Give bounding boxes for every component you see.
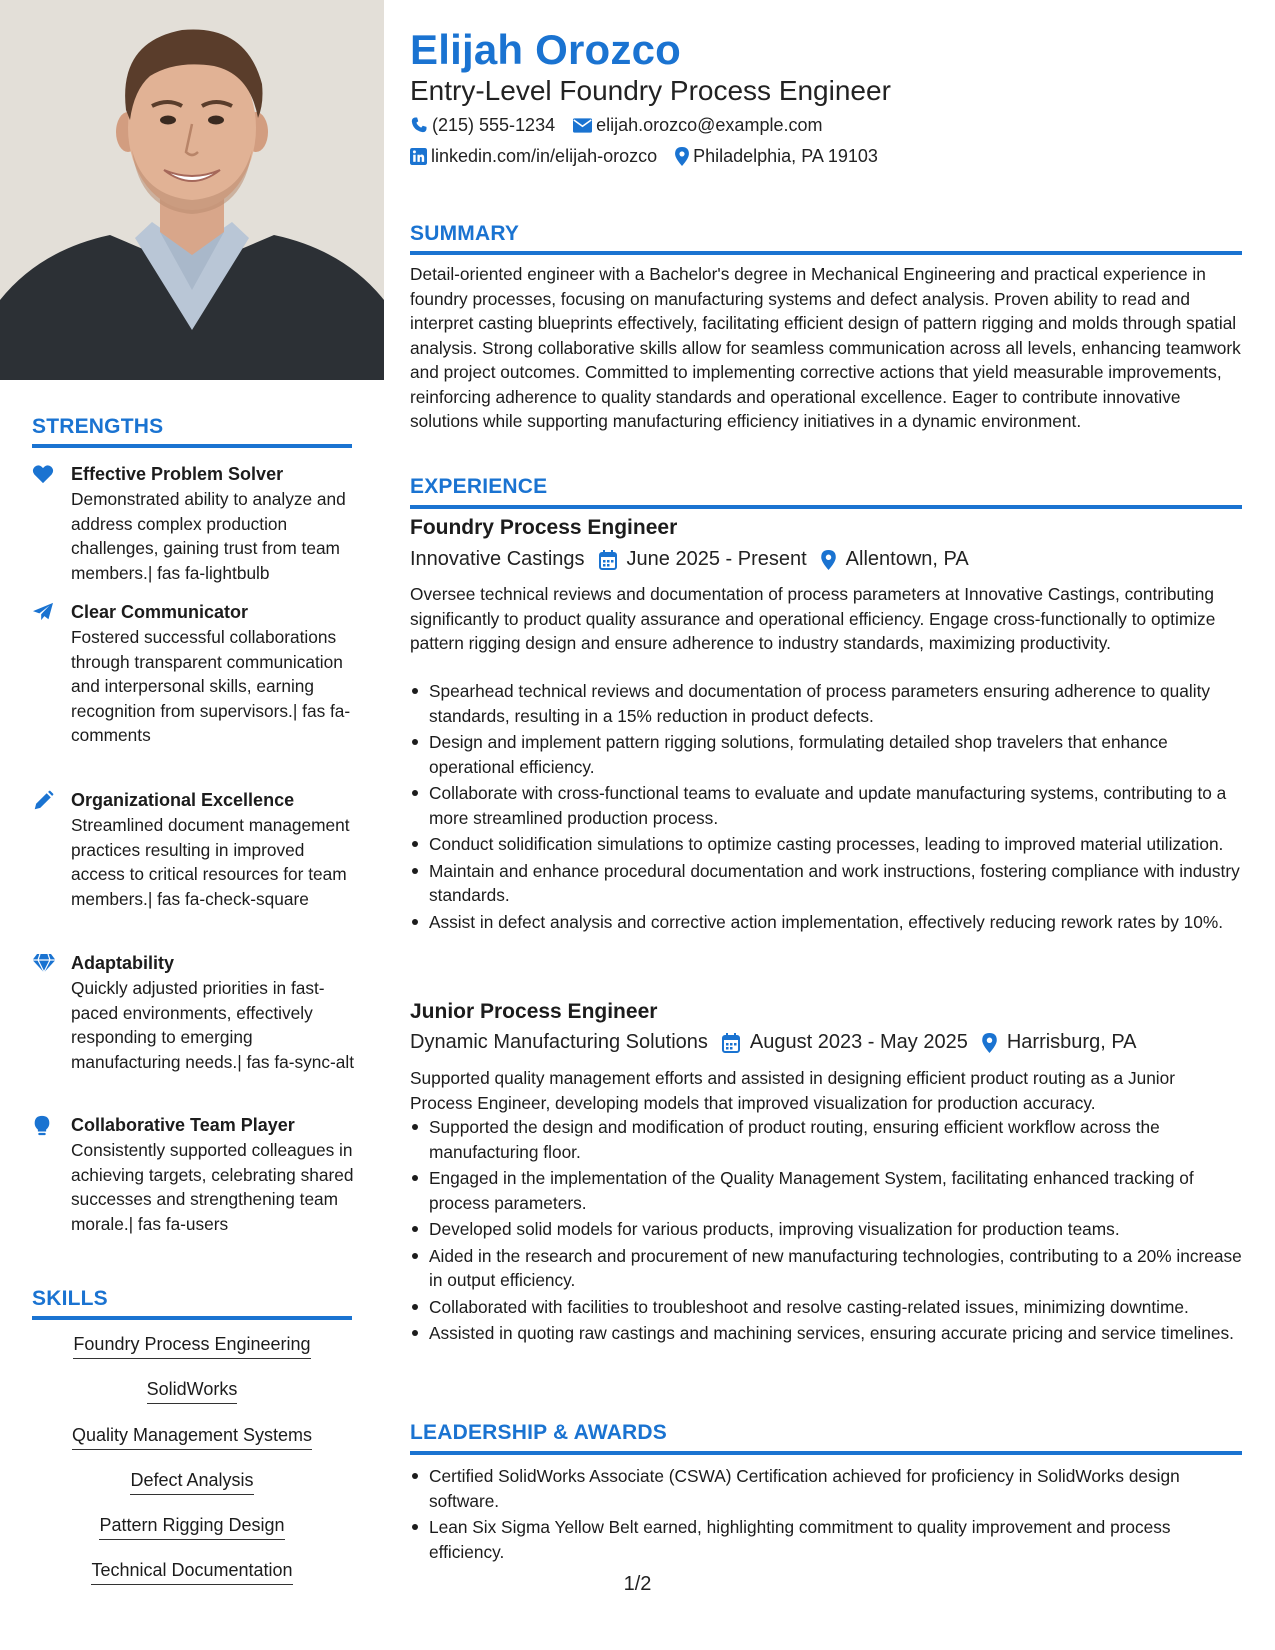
lightbulb-icon [32, 1115, 56, 1137]
skill-item: Quality Management Systems [32, 1425, 352, 1450]
job-location: Harrisburg, PA [1006, 1031, 1137, 1053]
strengths-heading: STRENGTHS [32, 415, 164, 438]
list-item: Design and implement pattern rigging solutions, formulating detailed shop travelers that enhance operational efficiency. [410, 730, 1242, 779]
map-pin-icon [982, 1033, 997, 1053]
strength-title: Adaptability [71, 953, 175, 973]
list-item: Maintain and enhance procedural documentation and work instructions, fostering compliance with industry standards. [410, 859, 1242, 908]
summary-heading: SUMMARY [410, 222, 520, 245]
sidebar [0, 0, 384, 1650]
leadership-heading: LEADERSHIP & AWARDS [410, 1421, 667, 1444]
calendar-icon [599, 550, 617, 570]
linkedin-icon [410, 148, 427, 165]
profile-photo [0, 0, 384, 380]
contact-row [410, 114, 840, 136]
job-dates: August 2023 - May 2025 [749, 1031, 968, 1053]
envelope-icon [573, 118, 592, 133]
skills-rule [32, 1316, 352, 1320]
strength-desc: Consistently supported colleagues in achieving targets, celebrating shared successes and strengthening team morale.| fas fa-users [71, 1140, 354, 1234]
strength-item [32, 788, 352, 928]
page-number: 1/2 [623, 1573, 652, 1595]
experience-heading: EXPERIENCE [410, 475, 548, 498]
summary-text: Detail-oriented engineer with a Bachelor's degree in Mechanical Engineering and practical experience in foundry processes, focusing on manufacturing systems and defect analysis. Proven ability to read and interpret casting blueprints effectively, facilitating efficient design of pattern rigging and molds through spatial analysis. Strong collaborative skills allow for seamless communication across all levels, enhancing teamwork and project outcomes. Committed to implementing corrective actions that yield measurable improvements, reinforcing adherence to quality standards and operational excellence. Eager to contribute innovative solutions while supporting manufacturing efficiency initiatives in a dynamic environment. [410, 264, 1241, 431]
strengths-rule [32, 444, 352, 448]
strength-item [32, 1113, 352, 1253]
skill-item: Technical Documentation [32, 1560, 352, 1585]
job-company: Dynamic Manufacturing Solutions [410, 1031, 708, 1053]
list-item: Lean Six Sigma Yellow Belt earned, highlighting commitment to quality improvement and process efficiency. [410, 1515, 1242, 1564]
list-item: Aided in the research and procurement of new manufacturing technologies, contributing to a 20% increase in output efficiency. [410, 1244, 1242, 1293]
job-company: Innovative Castings [410, 548, 585, 570]
summary-rule [410, 251, 1242, 255]
phone-contact: (215) 555-1234 [410, 114, 555, 136]
job-title: Foundry Process Engineer [410, 516, 678, 539]
strength-desc: Demonstrated ability to analyze and address complex production challenges, gaining trust from team members.| fas fa-lightbulb [71, 489, 346, 583]
heart-icon [32, 464, 56, 486]
list-item: Collaborated with facilities to troubleshoot and resolve casting-related issues, minimizing downtime. [410, 1295, 1242, 1320]
list-item: Supported the design and modification of product routing, ensuring efficient workflow across the manufacturing floor. [410, 1115, 1242, 1164]
skills-heading: SKILLS [32, 1287, 108, 1310]
pencil-icon [32, 790, 56, 812]
strength-title: Organizational Excellence [71, 790, 295, 810]
job-meta [410, 548, 969, 571]
candidate-name: Elijah Orozco [410, 26, 681, 73]
diamond-icon [32, 953, 56, 975]
strength-desc: Quickly adjusted priorities in fast-paced environments, effectively responding to emerging manufacturing needs.| fas fa-sync-alt [71, 978, 355, 1072]
skill-item: Pattern Rigging Design [32, 1515, 352, 1540]
job-dates: June 2025 - Present [626, 548, 807, 570]
linkedin-contact[interactable]: linkedin.com/in/elijah-orozco [410, 145, 657, 167]
list-item: Collaborate with cross-functional teams to evaluate and update manufacturing systems, contributing to a more streamlined production process. [410, 781, 1242, 830]
strength-title: Effective Problem Solver [71, 464, 284, 484]
location-contact: Philadelphia, PA 19103 [675, 145, 878, 167]
map-pin-icon [821, 550, 836, 570]
phone-icon [410, 116, 428, 134]
contact-row-2 [410, 145, 896, 167]
job-description: Supported quality management efforts and assisted in designing efficient product routing as a Junior Process Engineer, developing models that improved visualization for production accuracy. [410, 1068, 1176, 1113]
list-item: Developed solid models for various products, improving visualization for production teams. [410, 1217, 1242, 1242]
job-location: Allentown, PA [845, 548, 969, 570]
calendar-icon [722, 1033, 740, 1053]
strength-item [32, 951, 355, 1091]
skill-item: Defect Analysis [32, 1470, 352, 1495]
list-item: Conduct solidification simulations to optimize casting processes, leading to improved material utilization. [410, 832, 1242, 857]
strength-desc: Streamlined document management practices resulting in improved access to critical resources for team members.| fas fa-check-square [71, 815, 350, 909]
strength-item [32, 600, 352, 770]
leadership-bullets [410, 1464, 1242, 1566]
map-pin-icon [675, 147, 689, 166]
job-bullets [410, 679, 1242, 936]
list-item: Assisted in quoting raw castings and machining services, ensuring accurate pricing and service timelines. [410, 1321, 1242, 1346]
candidate-role: Entry-Level Foundry Process Engineer [410, 75, 891, 106]
paper-plane-icon [32, 602, 56, 624]
job-bullets [410, 1115, 1242, 1348]
experience-rule [410, 505, 1242, 509]
list-item: Engaged in the implementation of the Quality Management System, facilitating enhanced tracking of process parameters. [410, 1166, 1242, 1215]
list-item: Spearhead technical reviews and documentation of process parameters ensuring adherence to quality standards, resulting in a 15% reduction in product defects. [410, 679, 1242, 728]
list-item: Assist in defect analysis and corrective action implementation, effectively reducing rework rates by 10%. [410, 910, 1242, 935]
job-description: Oversee technical reviews and documentation of process parameters at Innovative Castings, contributing significantly to product quality assurance and operational efficiency. Engage cross-functionally to optimize pattern rigging design and ensure adherence to industry standards, maximizing productivity. [410, 584, 1216, 653]
strength-item [32, 462, 352, 582]
skill-item: Foundry Process Engineering [32, 1334, 352, 1359]
list-item: Certified SolidWorks Associate (CSWA) Certification achieved for proficiency in SolidWorks design software. [410, 1464, 1242, 1513]
strength-title: Collaborative Team Player [71, 1115, 295, 1135]
skill-item: SolidWorks [32, 1379, 352, 1404]
strength-desc: Fostered successful collaborations through transparent communication and interpersonal skills, earning recognition from supervisors.| fas fa-comments [71, 627, 351, 745]
strength-title: Clear Communicator [71, 602, 249, 622]
leadership-rule [410, 1451, 1242, 1455]
job-title: Junior Process Engineer [410, 1000, 658, 1023]
email-contact[interactable]: elijah.orozco@example.com [573, 114, 822, 136]
job-meta [410, 1031, 1137, 1054]
